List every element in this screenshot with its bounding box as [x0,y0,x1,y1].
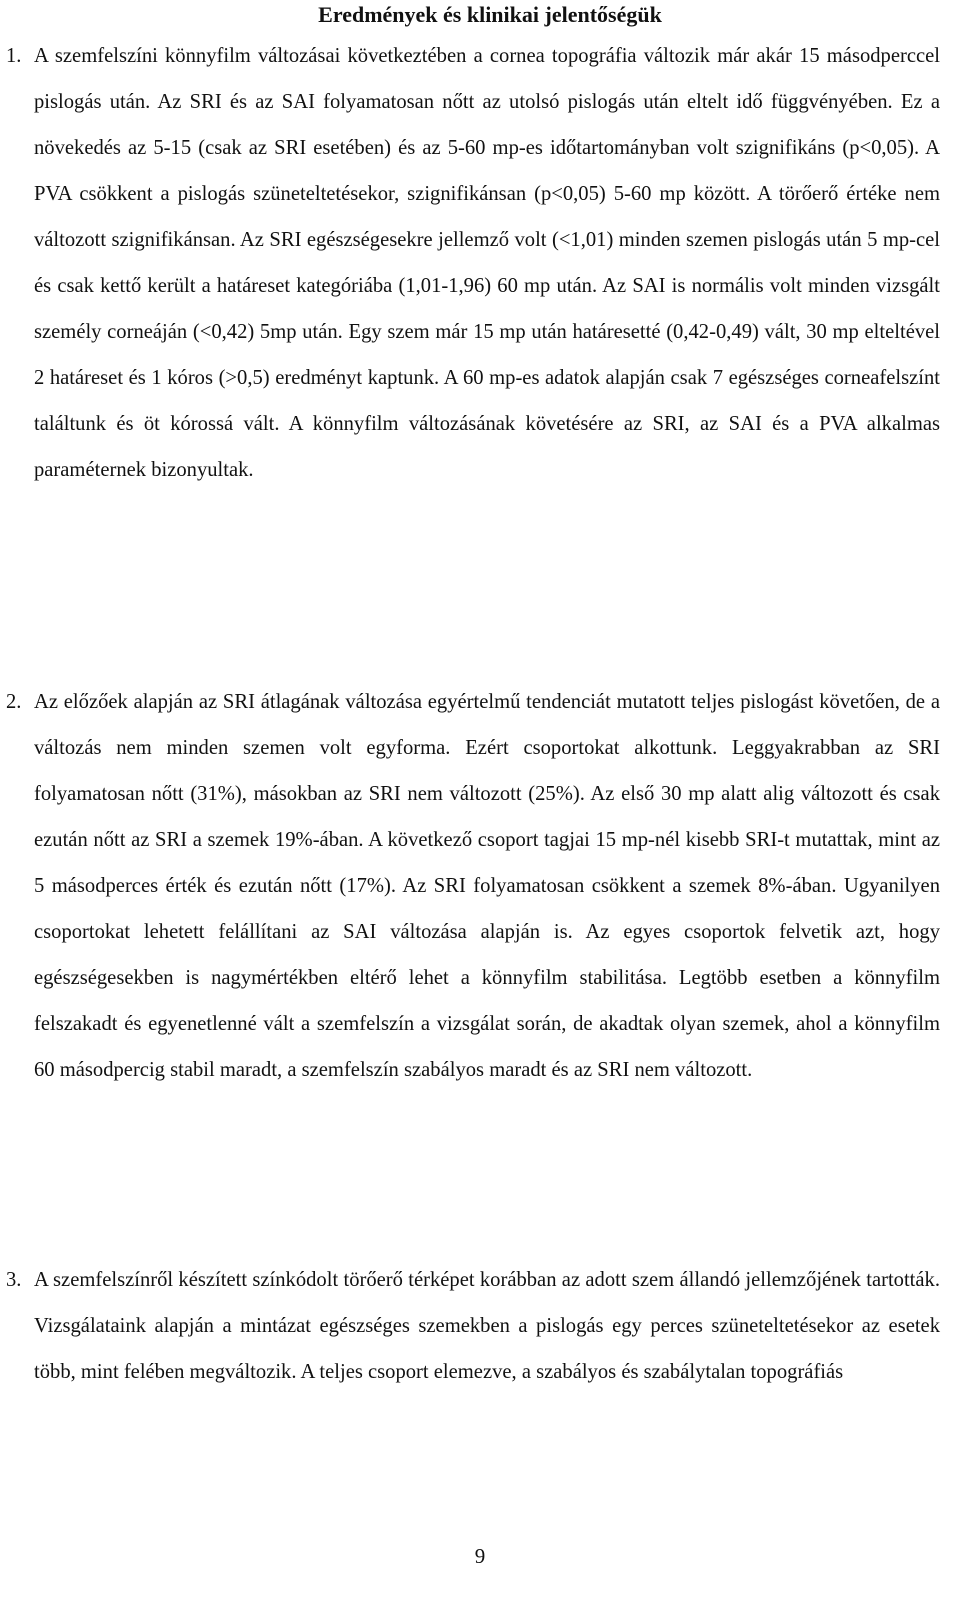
list-item [6,679,940,1093]
list-item-text: A szemfelszíni könnyfilm változásai következtében a cornea topográfia változik már akár 15 másodperccel pislogás után. Az SRI és az SAI folyamatosan nőtt az utolsó pislogás után eltelt idő függvényében. Ez a növekedés az 5-15 (csak az SRI esetében) és az 5-60 mp-es időtartományban volt szignifikáns (p<0,05). A PVA csökkent a pislogás szüneteltetésekor, szignifikánsan (p<0,05) 5-60 mp között. A törőerő értéke nem változott szignifikánsan. Az SRI egészségesekre jellemző volt (<1,01) minden szemen pislogás után 5 mp-cel és csak kettő került a határeset kategóriába (1,01-1,96) 60 mp után. Az SAI is normális volt minden vizsgált személy corneáján (<0,42) 5mp után. Egy szem már 15 mp után határesetté (0,42-0,49) vált, 30 mp elteltével 2 határeset és 1 kóros (>0,5) eredményt kaptunk. A 60 mp-es adatok alapján csak 7 egészséges corneafelszínt találtunk és öt kórossá vált. A könnyfilm változásának követésére az SRI, az SAI és a PVA alkalmas paraméternek bizonyultak. [34,45,940,481]
page-number: 9 [474,1544,486,1568]
list-item-number: 2. [6,691,22,713]
list-item [6,33,940,493]
list-item-text: Az előzőek alapján az SRI átlagának változása egyértelmű tendenciát mutatott teljes pislogást követően, de a változás nem minden szemen volt egyforma. Ezért csoportokat alkottunk. Leggyakrabban az SRI folyamatosan nőtt (31%), másokban az SRI nem változott (25%). Az első 30 mp alatt alig változott és csak ezután nőtt az SRI a szemek 19%-ában. A következő csoport tagjai 15 mp-nél kisebb SRI-t mutattak, mint az 5 másodperces érték és ezután nőtt (17%). Az SRI folyamatosan csökkent a szemek 8%-ában. Ugyanilyen csoportokat lehetett felállítani az SAI változása alapján is. Az egyes csoportok felvetik azt, hogy egészségesekben is nagymértékben eltérő lehet a könnyfilm stabilitása. Legtöbb esetben a könnyfilm felszakadt és egyenetlenné vált a szemfelszín a vizsgálat során, de akadtak olyan szemek, ahol a könnyfilm 60 másodpercig stabil maradt, a szemfelszín szabályos maradt és az SRI nem változott. [34,691,940,1081]
list-item-number: 1. [6,45,22,67]
list-item-number: 3. [6,1269,22,1291]
section-heading: Eredmények és klinikai jelentőségük [318,2,662,27]
list-item [6,1257,940,1395]
list-item-text: A szemfelszínről készített színkódolt törőerő térképet korábban az adott szem állandó jellemzőjének tartották. Vizsgálataink alapján a mintázat egészséges szemekben a pislogás egy perces szüneteltetésekor az esetek több, mint felében megváltozik. A teljes csoport elemezve, a szabályos és szabálytalan topográfiás [34,1269,940,1383]
